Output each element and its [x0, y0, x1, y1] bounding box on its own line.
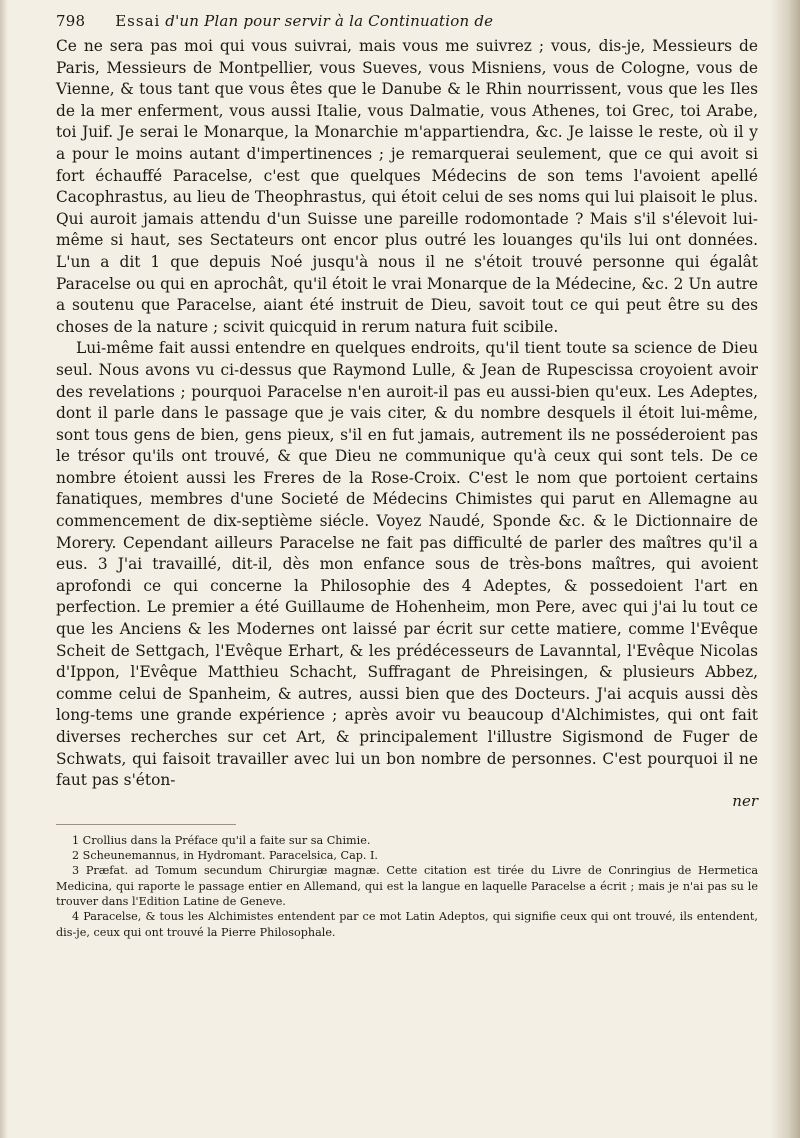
running-title-rest: d'un Plan pour servir à la Continuation de — [165, 12, 494, 30]
book-page — [56, 12, 758, 940]
page-gutter-shadow — [0, 0, 8, 1138]
running-title-prefix: Essai — [115, 12, 161, 30]
main-text — [56, 36, 758, 792]
paragraph: Lui-même fait aussi entendre en quelques endroits, qu'il tient toute sa science de Dieu seul. Nous avons vu ci-dessus que Raymond Lulle, & Jean de Rupescissa croyoient avoir des revelations ; pourquoi Paracelse n'en auroit-il pas eu aussi-bien qu'eux. Les Adeptes, dont il parle dans le passage que je vais citer, & du nombre desquels il étoit lui-même, sont tous gens de bien, gens pieux, s'il en fut jamais, autrement ils ne posséderoient pas le trésor qu'ils ont trouvé, & que Dieu ne communique qu'à ceux qui sont tels. De ce nombre étoient aussi les Freres de la Rose-Croix. C'est le nom que portoient certains fanatiques, membres d'une Societé de Médecins Chimistes qui parut en Allemagne au commencement de dix-septième siécle. Voyez Naudé, Sponde &c. & le Dictionnaire de Morery. Cependant ailleurs Paracelse ne fait pas difficulté de parler des maîtres qu'il a eus. 3 J'ai travaillé, dit-il, dès mon enfance sous de très-bons maîtres, qui avoient aprofondi ce qui concerne la Philosophie des 4 Adeptes, & possedoient l'art en perfection. Le premier a été Guillaume de Hohenheim, mon Pere, avec qui j'ai lu tout ce que les Anciens & les Modernes ont laissé par écrit sur cette matiere, comme l'Evêque Scheit de Settgach, l'Evêque Erhart, & les prédécesseurs de Lavanntal, l'Evêque Nicolas d'Ippon, l'Evêque Matthieu Schacht, Suffragant de Phreisingen, & plusieurs Abbez, comme celui de Spanheim, & autres, aussi bien que des Docteurs. J'ai acquis aussi dès long-tems une grande expérience ; après avoir vu beaucoup d'Alchimistes, qui ont fait diverses recherches sur cet Art, & principalement l'illustre Sigismond de Fuger de Schwats, qui faisoit travailler avec lui un bon nombre de personnes. C'est pourquoi il ne faut pas s'éton- — [56, 339, 758, 790]
footnote: 1 Crollius dans la Préface qu'il a faite sur sa Chimie. — [72, 833, 371, 847]
catchword: ner — [732, 791, 758, 810]
running-title — [115, 12, 493, 30]
running-header — [56, 12, 758, 30]
footnote: 4 Paracelse, & tous les Alchimistes entendent par ce mot Latin Adeptos, qui signifie ceux qui ont trouvé, ils entendent, dis-je, ceux qui ont trouvé la Pierre Philosophale. — [56, 910, 758, 939]
footnote: 2 Scheunemannus, in Hydromant. Paracelsica, Cap. I. — [72, 849, 378, 863]
page-number: 798 — [56, 12, 86, 30]
footnote: 3 Præfat. ad Tomum secundum Chirurgiæ magnæ. Cette citation est tirée du Livre de Conringius de Hermetica Medicina, qui raporte le passage entier en Allemand, qui est la langue en laquelle Paracelse a écrit ; mais je n'ai pas su le trouver dans l'Edition Latine de Geneve. — [56, 864, 758, 908]
page-edge-shadow — [770, 0, 800, 1138]
paragraph: Ce ne sera pas moi qui vous suivrai, mais vous me suivrez ; vous, dis-je, Messieurs de Paris, Messieurs de Montpellier, vous Sueves, vous Misniens, vous de Cologne, vous de Vienne, & tous tant que vous êtes que le Danube & le Rhin nourrissent, vous que les Iles de la mer enferment, vous aussi Italie, vous Dalmatie, vous Athenes, toi Grec, toi Arabe, toi Juif. Je serai le Monarque, la Monarchie m'appartiendra, &c. Je laisse le reste, où il y a pour le moins autant d'impertinences ; je remarquerai seulement, que ce qui avoit si fort échauffé Paracelse, c'est que quelques Médecins de son tems l'avoient apellé Cacophrastus, au lieu de Theophrastus, qui étoit celui de ses noms qui lui plaisoit le plus. Qui auroit jamais attendu d'un Suisse une pareille rodomontade ? Mais s'il s'élevoit lui-même si haut, ses Sectateurs ont encor plus outré les louanges qu'ils lui ont données. L'un a dit 1 que depuis Noé jusqu'à nous il ne s'étoit trouvé personne qui égalât Paracelse ou qui en aprochât, qu'il étoit le vrai Monarque de la Médecine, &c. 2 Un autre a soutenu que Paracelse, aiant été instruit de Dieu, savoit tout ce qui peut être su des choses de la nature ; scivit quicquid in rerum natura fuit scibile. — [56, 37, 758, 336]
footnote-rule — [56, 824, 236, 825]
footnotes — [56, 833, 758, 940]
